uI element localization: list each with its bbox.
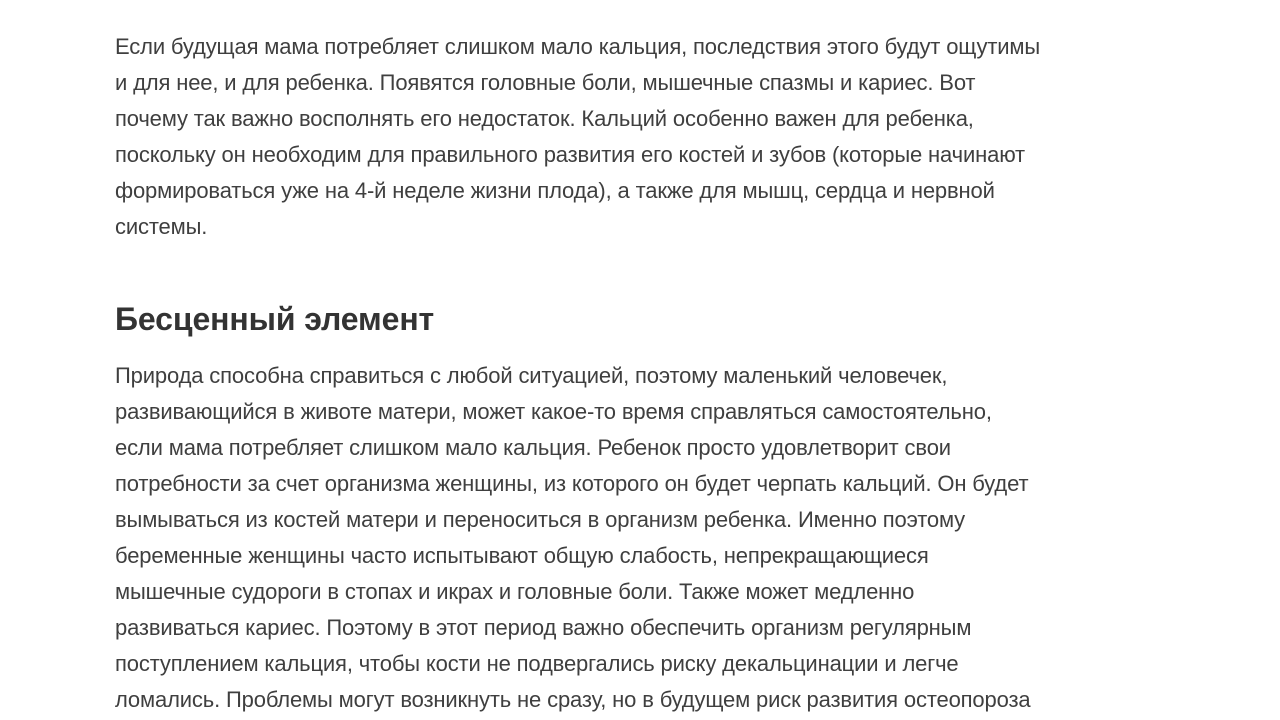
paragraph-line: системы. xyxy=(115,214,208,239)
paragraph-line: мышечные судороги в стопах и икрах и головные боли. Также может медленно xyxy=(115,579,915,604)
paragraph-line: беременные женщины часто испытывают общую слабость, непрекращающиеся xyxy=(115,543,929,568)
paragraph-line: поступлением кальция, чтобы кости не подвергались риску декальцинации и легче xyxy=(115,651,959,676)
paragraph-line: Природа способна справиться с любой ситуацией, поэтому маленький человечек, xyxy=(115,363,948,388)
paragraph-line: и для нее, и для ребенка. Появятся головные боли, мышечные спазмы и кариес. Вот xyxy=(115,70,976,95)
article-body xyxy=(115,29,1175,718)
paragraph-line: развиваться кариес. Поэтому в этот период важно обеспечить организм регулярным xyxy=(115,615,972,640)
paragraph-line: Если будущая мама потребляет слишком мало кальция, последствия этого будут ощутимы xyxy=(115,34,1041,59)
paragraph-line: потребности за счет организма женщины, из которого он будет черпать кальций. Он будет xyxy=(115,471,1029,496)
paragraph-line: почему так важно восполнять его недостаток. Кальций особенно важен для ребенка, xyxy=(115,106,974,131)
paragraph-line: вымываться из костей матери и переноситься в организм ребенка. Именно поэтому xyxy=(115,507,966,532)
paragraph-line: поскольку он необходим для правильного развития его костей и зубов (которые начинают xyxy=(115,142,1025,167)
paragraph-line: если мама потребляет слишком мало кальция. Ребенок просто удовлетворит свои xyxy=(115,435,951,460)
paragraph-calcium-consequences xyxy=(115,29,1175,245)
paragraph-line: формироваться уже на 4-й неделе жизни плода), а также для мышц, сердца и нервной xyxy=(115,178,995,203)
paragraph-line: ломались. Проблемы могут возникнуть не сразу, но в будущем риск развития остеопороза xyxy=(115,687,1031,712)
section-heading: Бесценный элемент xyxy=(115,301,435,337)
paragraph-line: развивающийся в животе матери, может какое-то время справляться самостоятельно, xyxy=(115,399,992,424)
paragraph-priceless-element xyxy=(115,358,1175,718)
